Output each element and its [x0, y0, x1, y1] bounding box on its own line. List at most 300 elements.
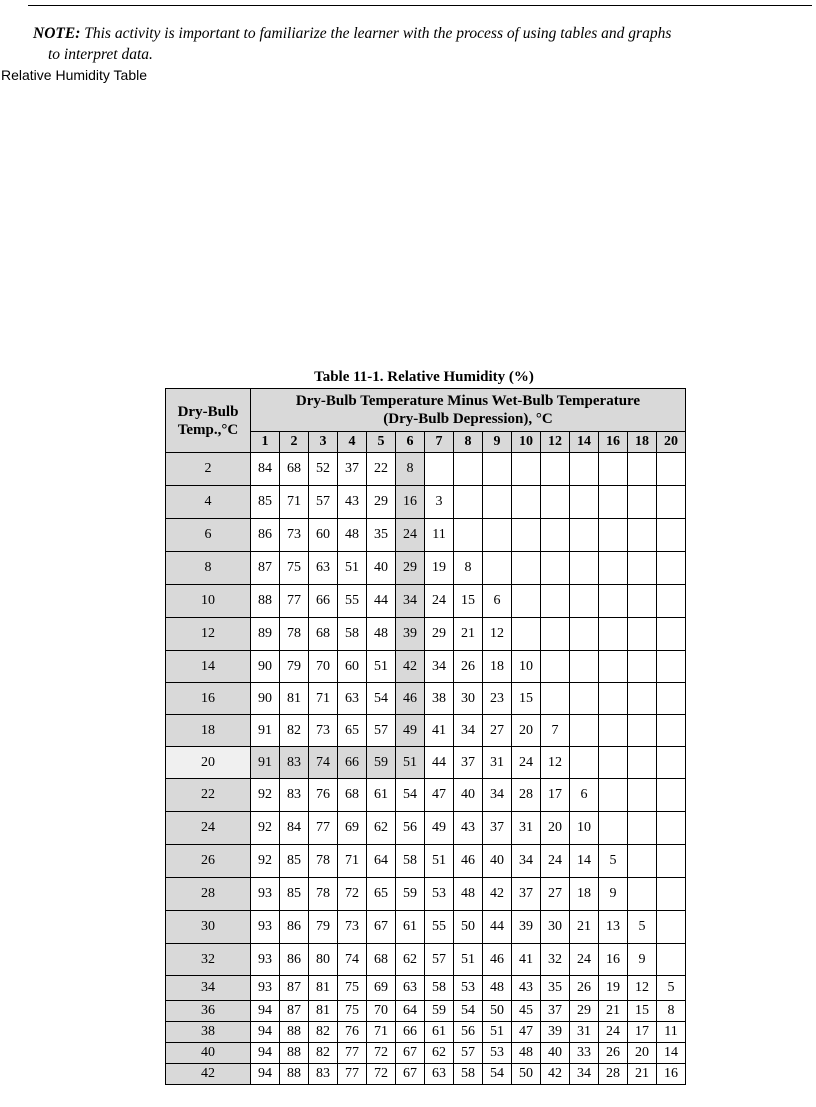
humidity-cell: 62: [396, 944, 425, 976]
humidity-cell: 82: [280, 715, 309, 747]
humidity-cell: [570, 651, 599, 683]
humidity-cell: 82: [309, 1043, 338, 1064]
humidity-cell: 89: [251, 618, 280, 651]
humidity-cell: 24: [570, 944, 599, 976]
humidity-cell: 43: [454, 812, 483, 845]
column-header: 16: [599, 432, 628, 453]
depression-header-line1: Dry-Bulb Temperature Minus Wet-Bulb Temperature: [295, 393, 641, 409]
humidity-cell: 68: [367, 944, 396, 976]
humidity-cell: 23: [483, 683, 512, 715]
humidity-cell: [512, 486, 541, 519]
row-header-temp: 34: [166, 976, 251, 1001]
humidity-cell: 37: [483, 812, 512, 845]
row-header-temp: 2: [166, 453, 251, 486]
table-row: [166, 585, 686, 618]
humidity-cell: 50: [454, 911, 483, 944]
humidity-cell: 66: [309, 585, 338, 618]
humidity-cell: [657, 747, 686, 779]
humidity-cell: [628, 779, 657, 812]
row-header-temp: 8: [166, 552, 251, 585]
humidity-cell: 18: [483, 651, 512, 683]
humidity-cell: 74: [309, 747, 338, 779]
humidity-cell: 93: [251, 911, 280, 944]
humidity-cell: 61: [367, 779, 396, 812]
humidity-cell: [541, 519, 570, 552]
humidity-cell: 47: [425, 779, 454, 812]
humidity-cell: [425, 453, 454, 486]
humidity-cell: 90: [251, 651, 280, 683]
humidity-cell: 32: [541, 944, 570, 976]
humidity-cell: [628, 878, 657, 911]
row-header-temp: 12: [166, 618, 251, 651]
humidity-cell: [570, 715, 599, 747]
humidity-cell: 60: [338, 651, 367, 683]
humidity-cell: 69: [367, 976, 396, 1001]
humidity-cell: 34: [454, 715, 483, 747]
humidity-cell: 40: [367, 552, 396, 585]
humidity-cell: 68: [338, 779, 367, 812]
note-label: NOTE:: [33, 25, 81, 42]
humidity-cell: 42: [396, 651, 425, 683]
row-header-label-line1: Dry-Bulb: [177, 403, 239, 420]
humidity-cell: 24: [512, 747, 541, 779]
humidity-cell: 45: [512, 1001, 541, 1022]
humidity-cell: [657, 486, 686, 519]
humidity-cell: 86: [280, 911, 309, 944]
humidity-cell: 21: [570, 911, 599, 944]
row-header-temp: 42: [166, 1064, 251, 1085]
row-header-temp: 20: [166, 747, 251, 779]
column-header: 9: [483, 432, 512, 453]
humidity-cell: 31: [483, 747, 512, 779]
humidity-cell: [599, 552, 628, 585]
humidity-cell: 75: [338, 976, 367, 1001]
humidity-cell: [512, 585, 541, 618]
humidity-cell: 65: [367, 878, 396, 911]
humidity-cell: 22: [367, 453, 396, 486]
humidity-cell: 11: [657, 1022, 686, 1043]
humidity-cell: 77: [309, 812, 338, 845]
humidity-cell: 48: [483, 976, 512, 1001]
row-header-temp: 36: [166, 1001, 251, 1022]
humidity-cell: 29: [425, 618, 454, 651]
humidity-cell: 11: [425, 519, 454, 552]
humidity-cell: 19: [425, 552, 454, 585]
humidity-cell: 65: [338, 715, 367, 747]
row-header-temp: 14: [166, 651, 251, 683]
humidity-cell: 15: [628, 1001, 657, 1022]
humidity-cell: 55: [425, 911, 454, 944]
humidity-cell: [657, 651, 686, 683]
humidity-cell: 71: [367, 1022, 396, 1043]
humidity-cell: 91: [251, 747, 280, 779]
humidity-cell: 67: [367, 911, 396, 944]
subtitle: Relative Humidity Table: [1, 67, 148, 83]
column-header: 8: [454, 432, 483, 453]
column-header: 2: [280, 432, 309, 453]
humidity-cell: 81: [309, 976, 338, 1001]
humidity-cell: 26: [454, 651, 483, 683]
humidity-cell: 92: [251, 779, 280, 812]
humidity-cell: [599, 618, 628, 651]
humidity-cell: [628, 683, 657, 715]
humidity-cell: 16: [599, 944, 628, 976]
humidity-cell: 64: [396, 1001, 425, 1022]
humidity-cell: 71: [338, 845, 367, 878]
table-row: [166, 1043, 686, 1064]
humidity-cell: 51: [367, 651, 396, 683]
table-row: [166, 552, 686, 585]
humidity-cell: 86: [251, 519, 280, 552]
humidity-cell: 34: [512, 845, 541, 878]
humidity-cell: 94: [251, 1064, 280, 1085]
column-header: 7: [425, 432, 454, 453]
humidity-cell: 88: [280, 1064, 309, 1085]
humidity-cell: [657, 683, 686, 715]
humidity-cell: 51: [454, 944, 483, 976]
humidity-cell: 30: [454, 683, 483, 715]
humidity-cell: 60: [309, 519, 338, 552]
humidity-cell: 24: [425, 585, 454, 618]
table-body: [166, 453, 686, 1085]
humidity-cell: 87: [280, 976, 309, 1001]
humidity-cell: 34: [483, 779, 512, 812]
humidity-cell: [541, 683, 570, 715]
humidity-cell: 68: [309, 618, 338, 651]
humidity-cell: [454, 453, 483, 486]
humidity-cell: [570, 747, 599, 779]
humidity-cell: 35: [541, 976, 570, 1001]
humidity-cell: 70: [367, 1001, 396, 1022]
table-row: [166, 486, 686, 519]
humidity-cell: 72: [367, 1043, 396, 1064]
table-row: [166, 651, 686, 683]
humidity-cell: 37: [512, 878, 541, 911]
row-header-temp: 40: [166, 1043, 251, 1064]
humidity-cell: [570, 618, 599, 651]
humidity-cell: [483, 486, 512, 519]
humidity-cell: 42: [541, 1064, 570, 1085]
humidity-cell: 87: [280, 1001, 309, 1022]
humidity-cell: [628, 812, 657, 845]
humidity-cell: 84: [280, 812, 309, 845]
table-row: [166, 976, 686, 1001]
table-row: [166, 519, 686, 552]
table-row: [166, 845, 686, 878]
humidity-cell: 58: [425, 976, 454, 1001]
humidity-cell: 47: [512, 1022, 541, 1043]
humidity-cell: 15: [512, 683, 541, 715]
humidity-cell: [541, 651, 570, 683]
humidity-cell: 57: [367, 715, 396, 747]
humidity-cell: 53: [483, 1043, 512, 1064]
humidity-cell: 51: [483, 1022, 512, 1043]
humidity-cell: 14: [570, 845, 599, 878]
humidity-cell: [541, 618, 570, 651]
humidity-cell: 16: [657, 1064, 686, 1085]
humidity-cell: 82: [309, 1022, 338, 1043]
table-row: [166, 911, 686, 944]
humidity-cell: [657, 618, 686, 651]
humidity-cell: 48: [338, 519, 367, 552]
humidity-cell: 70: [309, 651, 338, 683]
humidity-cell: 5: [657, 976, 686, 1001]
column-header: 1: [251, 432, 280, 453]
humidity-cell: 48: [367, 618, 396, 651]
humidity-cell: 21: [628, 1064, 657, 1085]
column-header: 5: [367, 432, 396, 453]
humidity-cell: 34: [570, 1064, 599, 1085]
humidity-cell: 71: [280, 486, 309, 519]
humidity-cell: 88: [280, 1043, 309, 1064]
humidity-cell: 56: [396, 812, 425, 845]
humidity-cell: 85: [280, 845, 309, 878]
humidity-cell: 24: [396, 519, 425, 552]
humidity-cell: 81: [309, 1001, 338, 1022]
humidity-cell: 41: [425, 715, 454, 747]
humidity-cell: [599, 519, 628, 552]
humidity-cell: [599, 651, 628, 683]
humidity-cell: 67: [396, 1043, 425, 1064]
row-header-label-line2: Temp.,°C: [177, 421, 239, 438]
humidity-cell: [599, 585, 628, 618]
humidity-cell: 5: [599, 845, 628, 878]
humidity-cell: 27: [483, 715, 512, 747]
humidity-cell: 93: [251, 878, 280, 911]
humidity-cell: [599, 812, 628, 845]
humidity-cell: 62: [425, 1043, 454, 1064]
humidity-cell: 31: [512, 812, 541, 845]
table-row: [166, 944, 686, 976]
row-header-temp: 28: [166, 878, 251, 911]
humidity-cell: 63: [425, 1064, 454, 1085]
humidity-cell: 20: [541, 812, 570, 845]
humidity-cell: [483, 453, 512, 486]
humidity-cell: 58: [396, 845, 425, 878]
humidity-cell: 43: [338, 486, 367, 519]
humidity-cell: [628, 519, 657, 552]
humidity-cell: 37: [541, 1001, 570, 1022]
humidity-cell: 21: [454, 618, 483, 651]
humidity-cell: 34: [396, 585, 425, 618]
humidity-cell: 73: [338, 911, 367, 944]
humidity-cell: 10: [570, 812, 599, 845]
column-header: 18: [628, 432, 657, 453]
humidity-cell: [570, 453, 599, 486]
table-row: [166, 878, 686, 911]
humidity-cell: 29: [570, 1001, 599, 1022]
humidity-cell: 64: [367, 845, 396, 878]
humidity-cell: 19: [599, 976, 628, 1001]
humidity-cell: 57: [454, 1043, 483, 1064]
humidity-cell: 88: [280, 1022, 309, 1043]
humidity-cell: 29: [396, 552, 425, 585]
humidity-cell: 27: [541, 878, 570, 911]
humidity-cell: [657, 845, 686, 878]
column-header: 20: [657, 432, 686, 453]
humidity-cell: [454, 519, 483, 552]
table-row: [166, 453, 686, 486]
humidity-cell: 21: [599, 1001, 628, 1022]
humidity-cell: 49: [425, 812, 454, 845]
humidity-cell: 14: [657, 1043, 686, 1064]
humidity-cell: 88: [251, 585, 280, 618]
humidity-cell: 12: [483, 618, 512, 651]
humidity-cell: 86: [280, 944, 309, 976]
humidity-cell: 38: [425, 683, 454, 715]
humidity-cell: 84: [251, 453, 280, 486]
humidity-cell: [628, 651, 657, 683]
top-rule: [28, 5, 812, 6]
table-caption: Table 11-1. Relative Humidity (%): [314, 369, 534, 385]
humidity-cell: 67: [396, 1064, 425, 1085]
humidity-cell: 78: [309, 878, 338, 911]
header-row-top: [166, 389, 686, 432]
humidity-cell: 52: [309, 453, 338, 486]
humidity-cell: 58: [454, 1064, 483, 1085]
humidity-cell: 40: [483, 845, 512, 878]
humidity-cell: 83: [280, 779, 309, 812]
humidity-cell: 13: [599, 911, 628, 944]
humidity-cell: 63: [309, 552, 338, 585]
row-header-temp: 32: [166, 944, 251, 976]
humidity-cell: 56: [454, 1022, 483, 1043]
humidity-cell: [657, 585, 686, 618]
humidity-cell: 57: [425, 944, 454, 976]
humidity-cell: 61: [425, 1022, 454, 1043]
humidity-cell: 33: [570, 1043, 599, 1064]
humidity-cell: 42: [483, 878, 512, 911]
humidity-cell: 51: [338, 552, 367, 585]
depression-header-line2: (Dry-Bulb Depression), °C: [383, 411, 553, 427]
humidity-cell: 51: [396, 747, 425, 779]
humidity-cell: 73: [280, 519, 309, 552]
row-header-temp: 16: [166, 683, 251, 715]
table-row: [166, 747, 686, 779]
humidity-cell: 26: [570, 976, 599, 1001]
table-row: [166, 779, 686, 812]
humidity-cell: [570, 585, 599, 618]
humidity-cell: 53: [454, 976, 483, 1001]
humidity-cell: 53: [425, 878, 454, 911]
humidity-cell: 37: [338, 453, 367, 486]
humidity-cell: 72: [367, 1064, 396, 1085]
humidity-cell: [657, 779, 686, 812]
humidity-cell: [657, 519, 686, 552]
humidity-cell: 55: [338, 585, 367, 618]
humidity-cell: 75: [338, 1001, 367, 1022]
humidity-cell: [628, 618, 657, 651]
humidity-cell: 59: [367, 747, 396, 779]
column-header: 4: [338, 432, 367, 453]
humidity-cell: 51: [425, 845, 454, 878]
humidity-cell: [657, 552, 686, 585]
humidity-cell: 50: [483, 1001, 512, 1022]
humidity-cell: 8: [396, 453, 425, 486]
humidity-cell: 66: [396, 1022, 425, 1043]
humidity-cell: [570, 519, 599, 552]
note: [33, 23, 793, 65]
humidity-cell: 17: [541, 779, 570, 812]
humidity-cell: 49: [396, 715, 425, 747]
humidity-cell: [599, 747, 628, 779]
humidity-cell: 6: [483, 585, 512, 618]
humidity-cell: [541, 486, 570, 519]
humidity-cell: 20: [512, 715, 541, 747]
humidity-cell: [599, 715, 628, 747]
humidity-cell: [628, 715, 657, 747]
humidity-cell: [599, 683, 628, 715]
humidity-cell: 85: [280, 878, 309, 911]
humidity-cell: [512, 453, 541, 486]
humidity-cell: 24: [599, 1022, 628, 1043]
humidity-cell: 17: [628, 1022, 657, 1043]
humidity-cell: [541, 585, 570, 618]
humidity-cell: 43: [512, 976, 541, 1001]
humidity-cell: [657, 812, 686, 845]
humidity-cell: [570, 683, 599, 715]
humidity-cell: 28: [512, 779, 541, 812]
humidity-cell: 39: [396, 618, 425, 651]
humidity-cell: 31: [570, 1022, 599, 1043]
humidity-cell: 54: [367, 683, 396, 715]
humidity-cell: 7: [541, 715, 570, 747]
humidity-cell: 26: [599, 1043, 628, 1064]
humidity-cell: 54: [454, 1001, 483, 1022]
humidity-cell: 76: [338, 1022, 367, 1043]
humidity-cell: 3: [425, 486, 454, 519]
humidity-cell: 93: [251, 944, 280, 976]
humidity-cell: 79: [309, 911, 338, 944]
humidity-cell: 20: [628, 1043, 657, 1064]
humidity-cell: 8: [454, 552, 483, 585]
humidity-cell: 10: [512, 651, 541, 683]
humidity-cell: 6: [570, 779, 599, 812]
humidity-cell: [628, 747, 657, 779]
humidity-cell: 46: [483, 944, 512, 976]
humidity-cell: 77: [338, 1043, 367, 1064]
humidity-cell: 40: [454, 779, 483, 812]
table-row: [166, 683, 686, 715]
humidity-cell: [657, 715, 686, 747]
humidity-cell: 40: [541, 1043, 570, 1064]
humidity-cell: [657, 878, 686, 911]
humidity-cell: [483, 552, 512, 585]
humidity-cell: [628, 552, 657, 585]
humidity-cell: 44: [483, 911, 512, 944]
humidity-cell: 68: [280, 453, 309, 486]
row-header-temp: 4: [166, 486, 251, 519]
humidity-cell: [512, 618, 541, 651]
humidity-cell: [512, 552, 541, 585]
humidity-cell: 91: [251, 715, 280, 747]
humidity-cell: 93: [251, 976, 280, 1001]
row-header-temp: 26: [166, 845, 251, 878]
humidity-cell: 34: [425, 651, 454, 683]
humidity-cell: 81: [280, 683, 309, 715]
table-row: [166, 715, 686, 747]
humidity-cell: [599, 453, 628, 486]
humidity-cell: 94: [251, 1001, 280, 1022]
humidity-cell: 48: [454, 878, 483, 911]
humidity-cell: 94: [251, 1043, 280, 1064]
humidity-cell: [541, 552, 570, 585]
humidity-cell: [628, 486, 657, 519]
humidity-cell: [628, 585, 657, 618]
humidity-cell: 48: [512, 1043, 541, 1064]
row-header-temp: 18: [166, 715, 251, 747]
table-row: [166, 812, 686, 845]
